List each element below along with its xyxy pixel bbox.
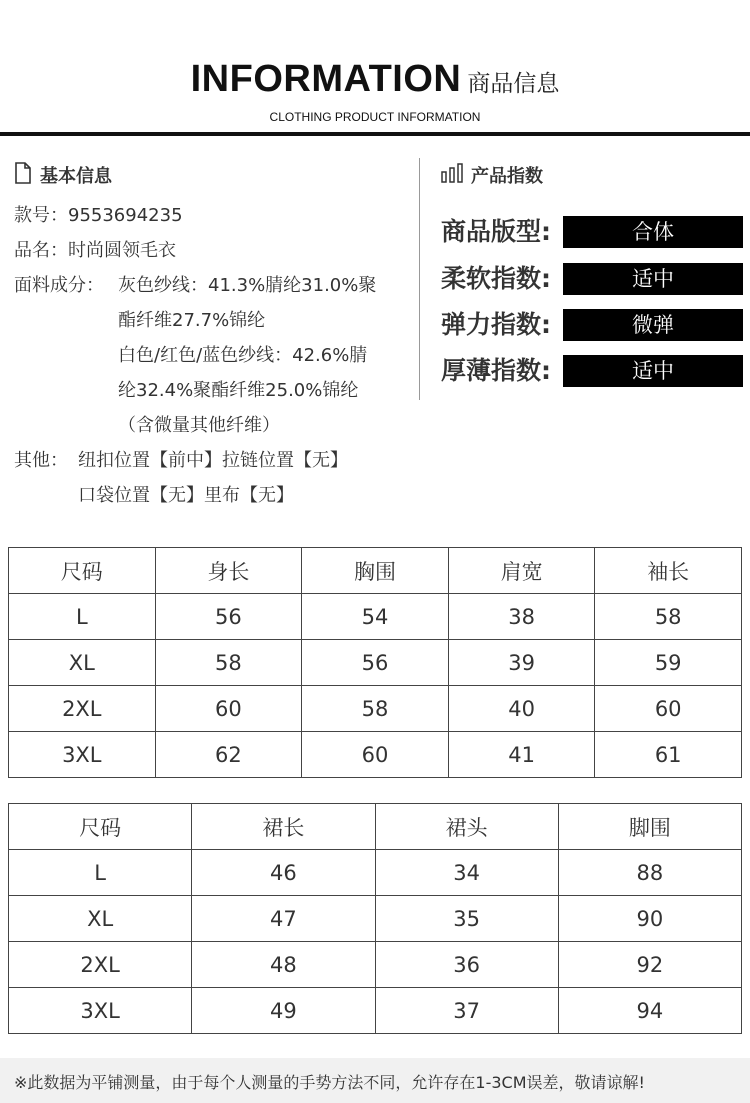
other-line: 口袋位置【无】里布【无】 (78, 485, 294, 506)
fabric-row (14, 268, 414, 303)
style-no-value: 9553694235 (68, 205, 183, 226)
table-cell: 35 (375, 896, 558, 942)
basic-info-title-text: 基本信息 (40, 166, 112, 187)
index-row-thickness (441, 355, 745, 387)
basic-info-section (14, 160, 414, 513)
fabric-line: 灰色纱线：41.3%腈纶31.0%聚 (118, 275, 377, 296)
header-cell: 胸围 (302, 548, 449, 594)
style-no-label: 款号： (14, 205, 68, 226)
table-cell: 40 (448, 686, 595, 732)
table-cell: 60 (595, 686, 742, 732)
table-header-row (9, 548, 742, 594)
fabric-line: （含微量其他纤维） (118, 415, 280, 436)
table-header-row (9, 804, 742, 850)
header-cell: 裙长 (192, 804, 375, 850)
fabric-line: 白色/红色/蓝色纱线：42.6%腈 (118, 345, 368, 366)
other-line: 纽扣位置【前中】拉链位置【无】 (78, 450, 348, 471)
fabric-label: 面料成分： (14, 275, 104, 296)
table-cell: 3XL (9, 988, 192, 1034)
other-label: 其他： (14, 450, 68, 471)
table-cell: 37 (375, 988, 558, 1034)
table-cell: 48 (192, 942, 375, 988)
table-row (9, 686, 742, 732)
table-cell: 62 (155, 732, 302, 778)
table-cell: 2XL (9, 686, 156, 732)
header-cell: 尺码 (9, 804, 192, 850)
table-row (9, 988, 742, 1034)
table-cell: 58 (302, 686, 449, 732)
product-index-title (441, 160, 745, 190)
table-cell: XL (9, 896, 192, 942)
header-cell: 袖长 (595, 548, 742, 594)
header-cell: 尺码 (9, 548, 156, 594)
table-cell: 38 (448, 594, 595, 640)
table-cell: 88 (558, 850, 741, 896)
fabric-line: 酯纤维27.7%锦纶 (118, 310, 266, 331)
footer-note-bar (0, 1058, 750, 1103)
table-cell: 34 (375, 850, 558, 896)
header-divider (0, 132, 750, 136)
title-english: INFORMATION (190, 58, 462, 100)
index-label: 厚薄指数: (441, 356, 551, 385)
index-row-elasticity (441, 309, 745, 341)
table-cell: 47 (192, 896, 375, 942)
table-cell: 90 (558, 896, 741, 942)
fabric-row (14, 303, 414, 338)
table-cell: XL (9, 640, 156, 686)
section-divider (419, 158, 420, 400)
table-cell: 56 (302, 640, 449, 686)
product-name-value: 时尚圆领毛衣 (68, 240, 176, 261)
table-cell: 46 (192, 850, 375, 896)
table-cell: 92 (558, 942, 741, 988)
index-label: 商品版型: (441, 217, 551, 246)
index-value: 合体 (563, 216, 743, 248)
product-index-title-text: 产品指数 (471, 166, 543, 187)
style-no-row (14, 198, 414, 233)
table-cell: 2XL (9, 942, 192, 988)
page-header (0, 0, 750, 136)
table-cell: 56 (155, 594, 302, 640)
product-name-label: 品名： (14, 240, 68, 261)
table-cell: 36 (375, 942, 558, 988)
index-value: 适中 (563, 355, 743, 387)
table-cell: 49 (192, 988, 375, 1034)
table-cell: 59 (595, 640, 742, 686)
bar-chart-icon (441, 163, 471, 188)
subtitle: CLOTHING PRODUCT INFORMATION (269, 110, 481, 124)
header-cell: 裙头 (375, 804, 558, 850)
fabric-row (14, 408, 414, 443)
fabric-line: 纶32.4%聚酯纤维25.0%锦纶 (118, 380, 359, 401)
document-icon (14, 162, 40, 189)
title-chinese: 商品信息 (467, 71, 560, 97)
index-label: 柔软指数: (441, 264, 551, 293)
table-cell: 41 (448, 732, 595, 778)
index-row-softness (441, 263, 745, 295)
title-row (0, 58, 750, 101)
table-cell: 39 (448, 640, 595, 686)
table-cell: 58 (595, 594, 742, 640)
index-label: 弹力指数: (441, 310, 551, 339)
table-row (9, 850, 742, 896)
size-table-bottom (8, 803, 742, 1034)
table-row (9, 896, 742, 942)
other-row (14, 443, 414, 478)
header-cell: 脚围 (558, 804, 741, 850)
table-row (9, 732, 742, 778)
index-row-fit (441, 216, 745, 248)
fabric-row (14, 338, 414, 373)
header-cell: 肩宽 (448, 548, 595, 594)
table-cell: L (9, 594, 156, 640)
table-cell: 61 (595, 732, 742, 778)
basic-info-title (14, 160, 414, 190)
table-cell: 94 (558, 988, 741, 1034)
table-row (9, 640, 742, 686)
table-row (9, 942, 742, 988)
table-cell: 60 (302, 732, 449, 778)
size-table-top (8, 547, 742, 778)
product-index-section (441, 160, 745, 385)
index-value: 适中 (563, 263, 743, 295)
table-cell: 58 (155, 640, 302, 686)
table-cell: 54 (302, 594, 449, 640)
other-row (14, 478, 414, 513)
table-cell: L (9, 850, 192, 896)
table-row (9, 594, 742, 640)
product-name-row (14, 233, 414, 268)
table-cell: 3XL (9, 732, 156, 778)
header-cell: 身长 (155, 548, 302, 594)
index-value: 微弹 (563, 309, 743, 341)
fabric-row (14, 373, 414, 408)
table-cell: 60 (155, 686, 302, 732)
footer-note: ※此数据为平铺测量，由于每个人测量的手势方法不同，允许存在1-3CM误差，敬请谅解! (14, 1073, 645, 1092)
